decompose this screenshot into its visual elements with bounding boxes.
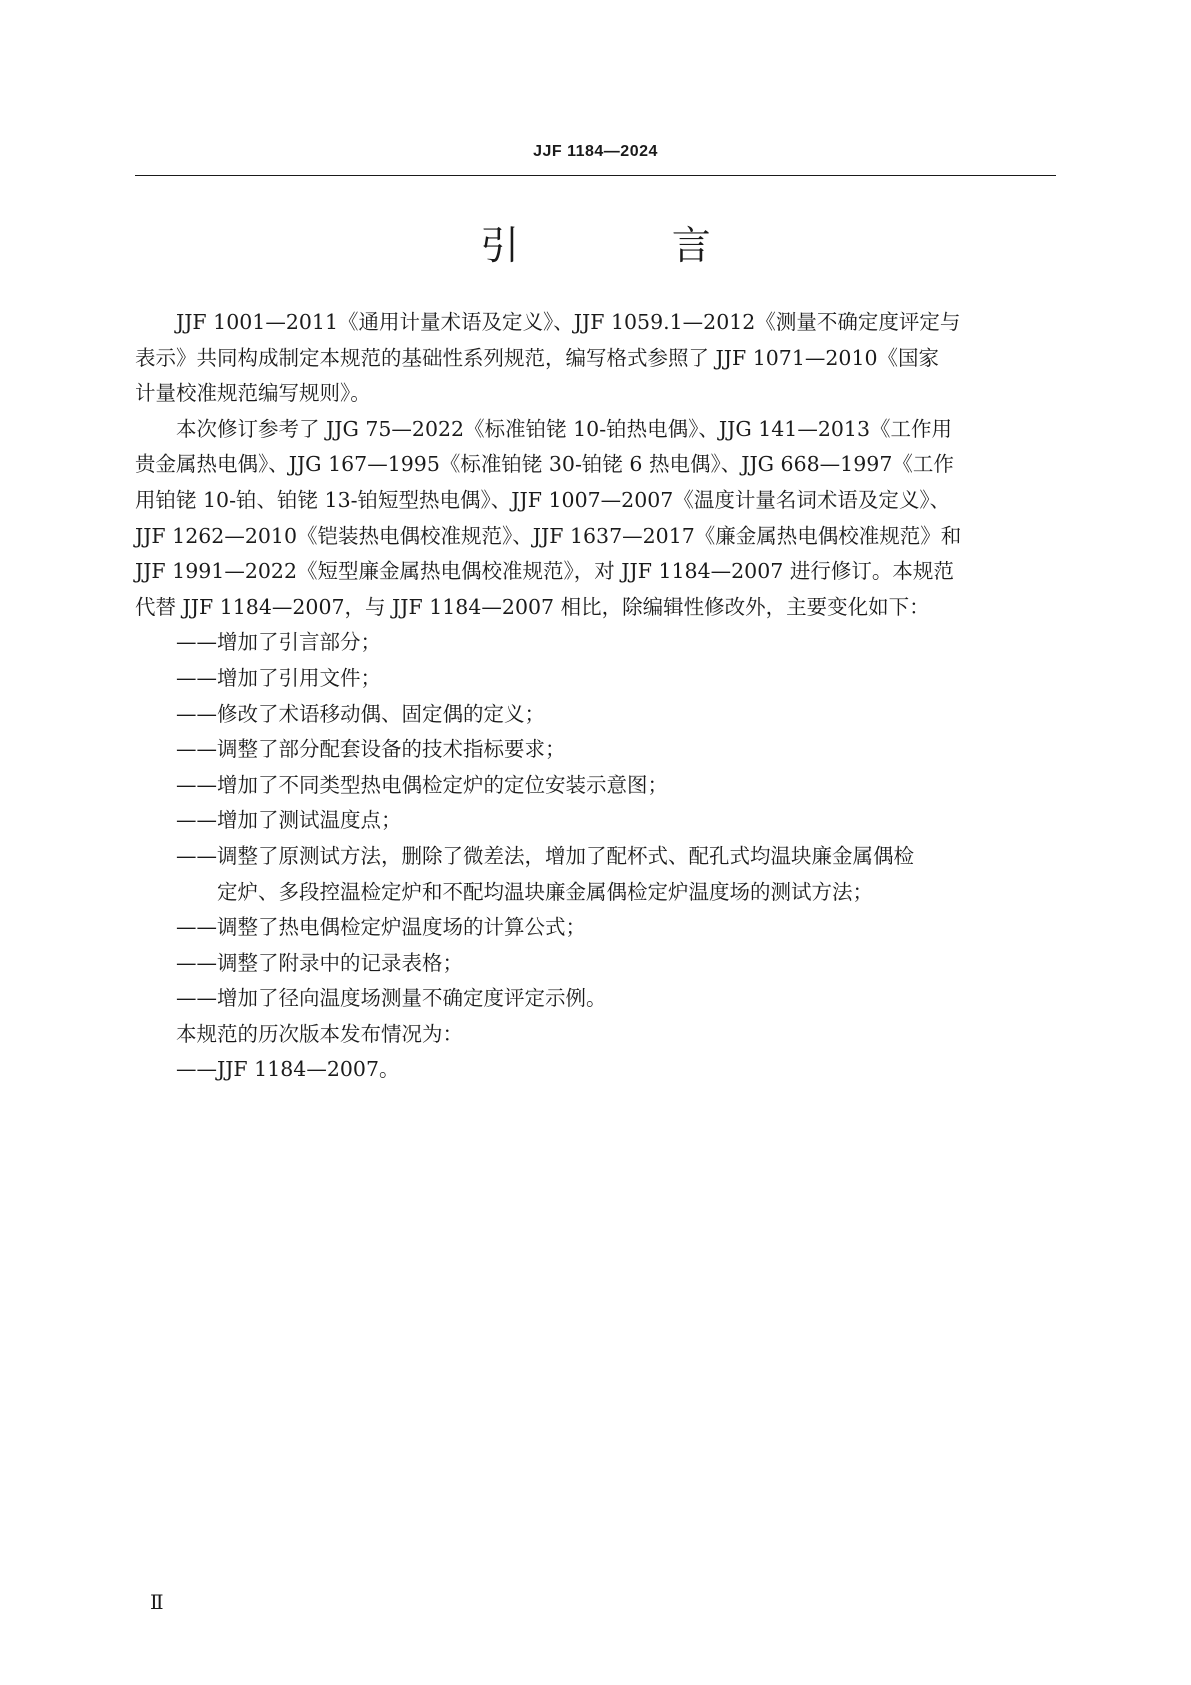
text-line: 用铂铑 10-铂、铂铑 13-铂短型热电偶》、JJF 1007—2007《温度计量名词术语及定义》、 (135, 487, 951, 512)
text-line: JJF 1001—2011《通用计量术语及定义》、JJF 1059.1—2012《测量不确定度评定与 (176, 310, 961, 334)
text-line: 表示》共同构成制定本规范的基础性系列规范，编写格式参照了 JJF 1071—2010《国家 (135, 345, 940, 370)
text-line: 代替 JJF 1184—2007，与 JJF 1184—2007 相比，除编辑性修改外，主要变化如下： (135, 594, 930, 619)
change-item: ——增加了不同类型热电偶检定炉的定位安装示意图； (176, 772, 668, 797)
text-line: 贵金属热电偶》、JJG 167—1995《标准铂铑 30-铂铑 6 热电偶》、JJG 668—1997《工作 (135, 452, 954, 477)
text-line: JJF 1262—2010《铠装热电偶校准规范》、JJF 1637—2017《廉金属热电偶校准规范》和 (135, 523, 962, 548)
text-line: JJF 1991—2022《短型廉金属热电偶校准规范》，对 JJF 1184—2007 进行修订。本规范 (135, 559, 954, 584)
change-item: ——调整了部分配套设备的技术指标要求； (176, 737, 566, 762)
change-item: ——增加了引用文件； (176, 665, 381, 690)
history-item: ——JJF 1184—2007。 (176, 1057, 400, 1082)
change-item: ——调整了热电偶检定炉温度场的计算公式； (176, 915, 586, 940)
body-text (135, 305, 1056, 1088)
change-item: ——调整了原测试方法，删除了微差法，增加了配杯式、配孔式均温块廉金属偶检 (176, 843, 914, 868)
history-intro: 本规范的历次版本发布情况为： (176, 1021, 463, 1046)
change-item: ——增加了测试温度点； (176, 808, 402, 833)
change-item: ——调整了附录中的记录表格； (176, 950, 463, 975)
change-item: ——增加了引言部分； (176, 630, 381, 655)
text-line: 计量校准规范编写规则》。 (135, 381, 371, 406)
change-item-continuation: 定炉、多段控温检定炉和不配均温块廉金属偶检定炉温度场的测试方法； (217, 879, 873, 904)
header-rule (135, 175, 1056, 176)
change-item: ——增加了径向温度场测量不确定度评定示例。 (176, 986, 607, 1011)
page-title: 引 言 (480, 224, 781, 269)
paragraph-revision (135, 412, 1056, 626)
page-number: Ⅱ (150, 1590, 164, 1614)
header-doc-number: JJF 1184—2024 (533, 143, 658, 160)
paragraph-basis (135, 305, 1056, 412)
change-item: ——修改了术语移动偶、固定偶的定义； (176, 701, 545, 726)
text-line: 本次修订参考了 JJG 75—2022《标准铂铑 10-铂热电偶》、JJG 141—2013《工作用 (176, 416, 953, 441)
